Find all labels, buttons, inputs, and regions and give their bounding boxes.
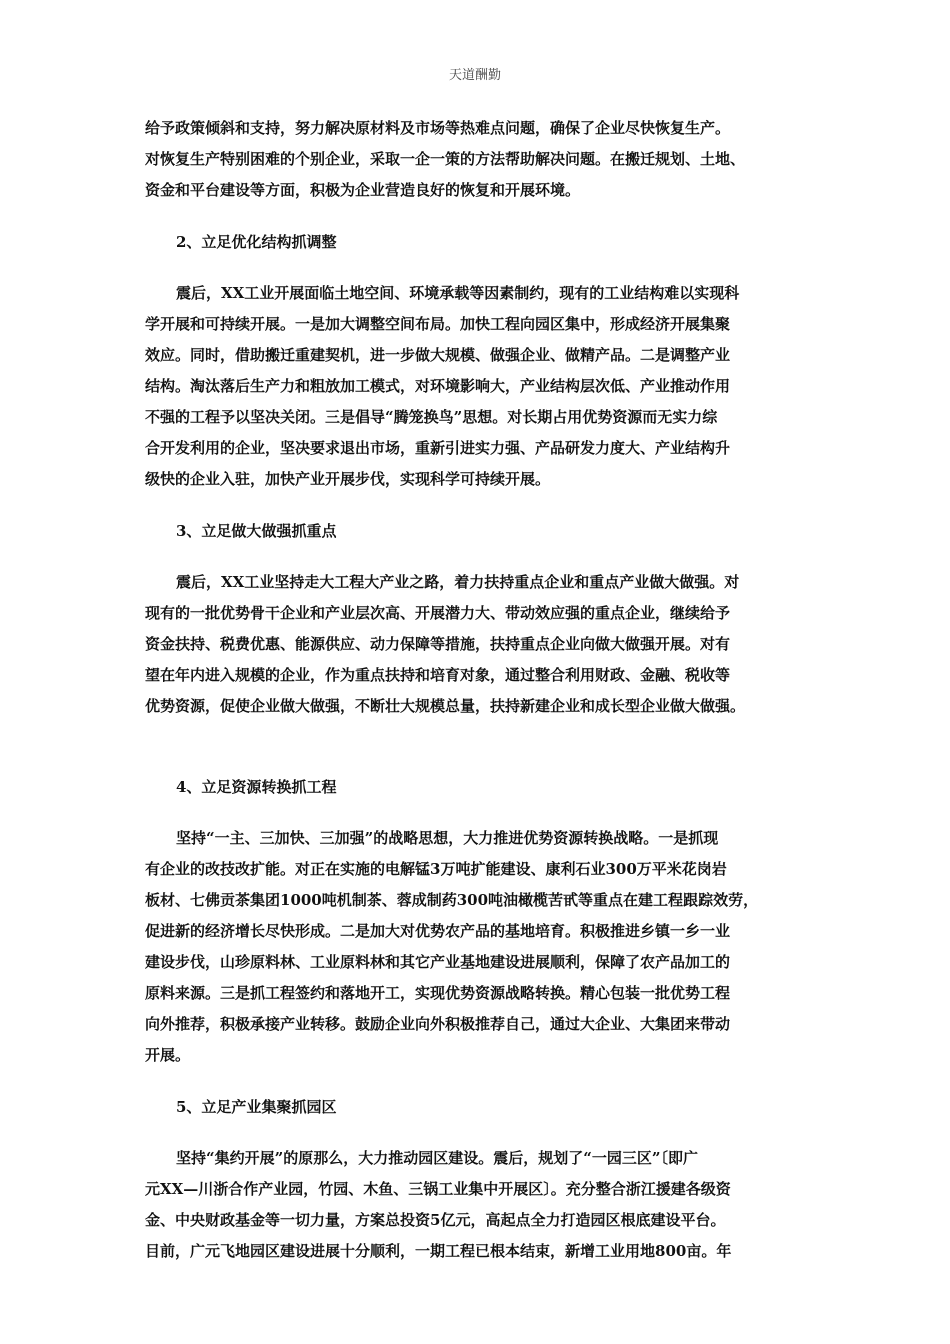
text-line: 有企业的改技改扩能。对正在实施的电解锰3万吨扩能建设、康利石业300万平米花岗岩 — [145, 860, 727, 878]
section-heading-3: 3、立足做大做强抓重点 — [176, 522, 337, 540]
text-line: 学开展和可持续开展。一是加大调整空间布局。加快工程向园区集中，形成经济开展集聚 — [145, 315, 731, 333]
text-line: 金、中央财政基金等一切力量，方案总投资5亿元，高起点全力打造园区根底建设平台。 — [145, 1211, 726, 1229]
text-line: 开展。 — [145, 1046, 191, 1064]
text-line: 资金扶持、税费优惠、能源供应、动力保障等措施，扶持重点企业向做大做强开展。对有 — [145, 635, 731, 653]
paragraph-5 — [145, 1143, 813, 1267]
text-line: 元XX—川浙合作产业园，竹园、木鱼、三锅工业集中开展区〕。充分整合浙江援建各级资 — [145, 1180, 731, 1198]
text-line: 不强的工程予以坚决关闭。三是倡导“腾笼换鸟”思想。对长期占用优势资源而无实力综 — [145, 408, 718, 426]
text-line: 建设步伐，山珍原料林、工业原料林和其它产业基地建设进展顺利，保障了农产品加工的 — [145, 953, 731, 971]
text-line: 向外推荐，积极承接产业转移。鼓励企业向外积极推荐自己，通过大企业、大集团来带动 — [145, 1015, 731, 1033]
text-line: 坚持“一主、三加快、三加强”的战略思想，大力推进优势资源转换战略。一是抓现 — [176, 829, 719, 847]
paragraph-4 — [145, 823, 813, 1071]
text-line: 望在年内进入规模的企业，作为重点扶持和培育对象，通过整合利用财政、金融、税收等 — [145, 666, 731, 684]
text-line: 结构。淘汰落后生产力和粗放加工模式，对环境影响大，产业结构层次低、产业推动作用 — [145, 377, 731, 395]
section-heading-5: 5、立足产业集聚抓园区 — [176, 1098, 337, 1116]
text-line: 给予政策倾斜和支持，努力解决原材料及市场等热难点问题，确保了企业尽快恢复生产。 — [145, 119, 731, 137]
text-line: 合开发利用的企业，坚决要求退出市场，重新引进实力强、产品研发力度大、产业结构升 — [145, 439, 731, 457]
paragraph-3 — [145, 567, 813, 722]
text-line: 震后，XX工业开展面临土地空间、环境承载等因素制约，现有的工业结构难以实现科 — [176, 284, 740, 302]
text-line: 对恢复生产特别困难的个别企业，采取一企一策的方法帮助解决问题。在搬迁规划、土地、 — [145, 150, 746, 168]
text-line: 资金和平台建设等方面，积极为企业营造良好的恢复和开展环境。 — [145, 181, 581, 199]
text-line: 原料来源。三是抓工程签约和落地开工，实现优势资源战略转换。精心包装一批优势工程 — [145, 984, 731, 1002]
text-line: 板材、七佛贡茶集团1000吨机制茶、蓉成制药300吨油橄榄苦甙等重点在建工程跟踪效劳， — [145, 891, 759, 909]
text-line: 震后，XX工业坚持走大工程大产业之路，着力扶持重点企业和重点产业做大做强。对 — [176, 573, 740, 591]
paragraph-2 — [145, 278, 813, 495]
page-header: 天道酬勤 — [448, 68, 501, 83]
text-line: 级快的企业入驻，加快产业开展步伐，实现科学可持续开展。 — [145, 470, 551, 488]
text-line: 现有的一批优势骨干企业和产业层次高、开展潜力大、带动效应强的重点企业，继续给予 — [145, 604, 731, 622]
text-line: 效应。同时，借助搬迁重建契机，进一步做大规模、做强企业、做精产品。二是调整产业 — [145, 346, 731, 364]
section-heading-4: 4、立足资源转换抓工程 — [176, 778, 337, 796]
text-line: 优势资源，促使企业做大做强，不断壮大规模总量，扶持新建企业和成长型企业做大做强。 — [145, 697, 746, 715]
text-line: 目前，广元飞地园区建设进展十分顺利，一期工程已根本结束，新增工业用地800亩。年 — [145, 1242, 732, 1260]
text-line: 坚持“集约开展”的原那么，大力推动园区建设。震后，规划了“一园三区”〔即广 — [176, 1149, 699, 1167]
document-body — [145, 113, 813, 1267]
section-heading-2: 2、立足优化结构抓调整 — [176, 233, 337, 251]
paragraph-1 — [145, 113, 813, 206]
text-line: 促进新的经济增长尽快形成。二是加大对优势农产品的基地培育。积极推进乡镇一乡一业 — [145, 922, 731, 940]
